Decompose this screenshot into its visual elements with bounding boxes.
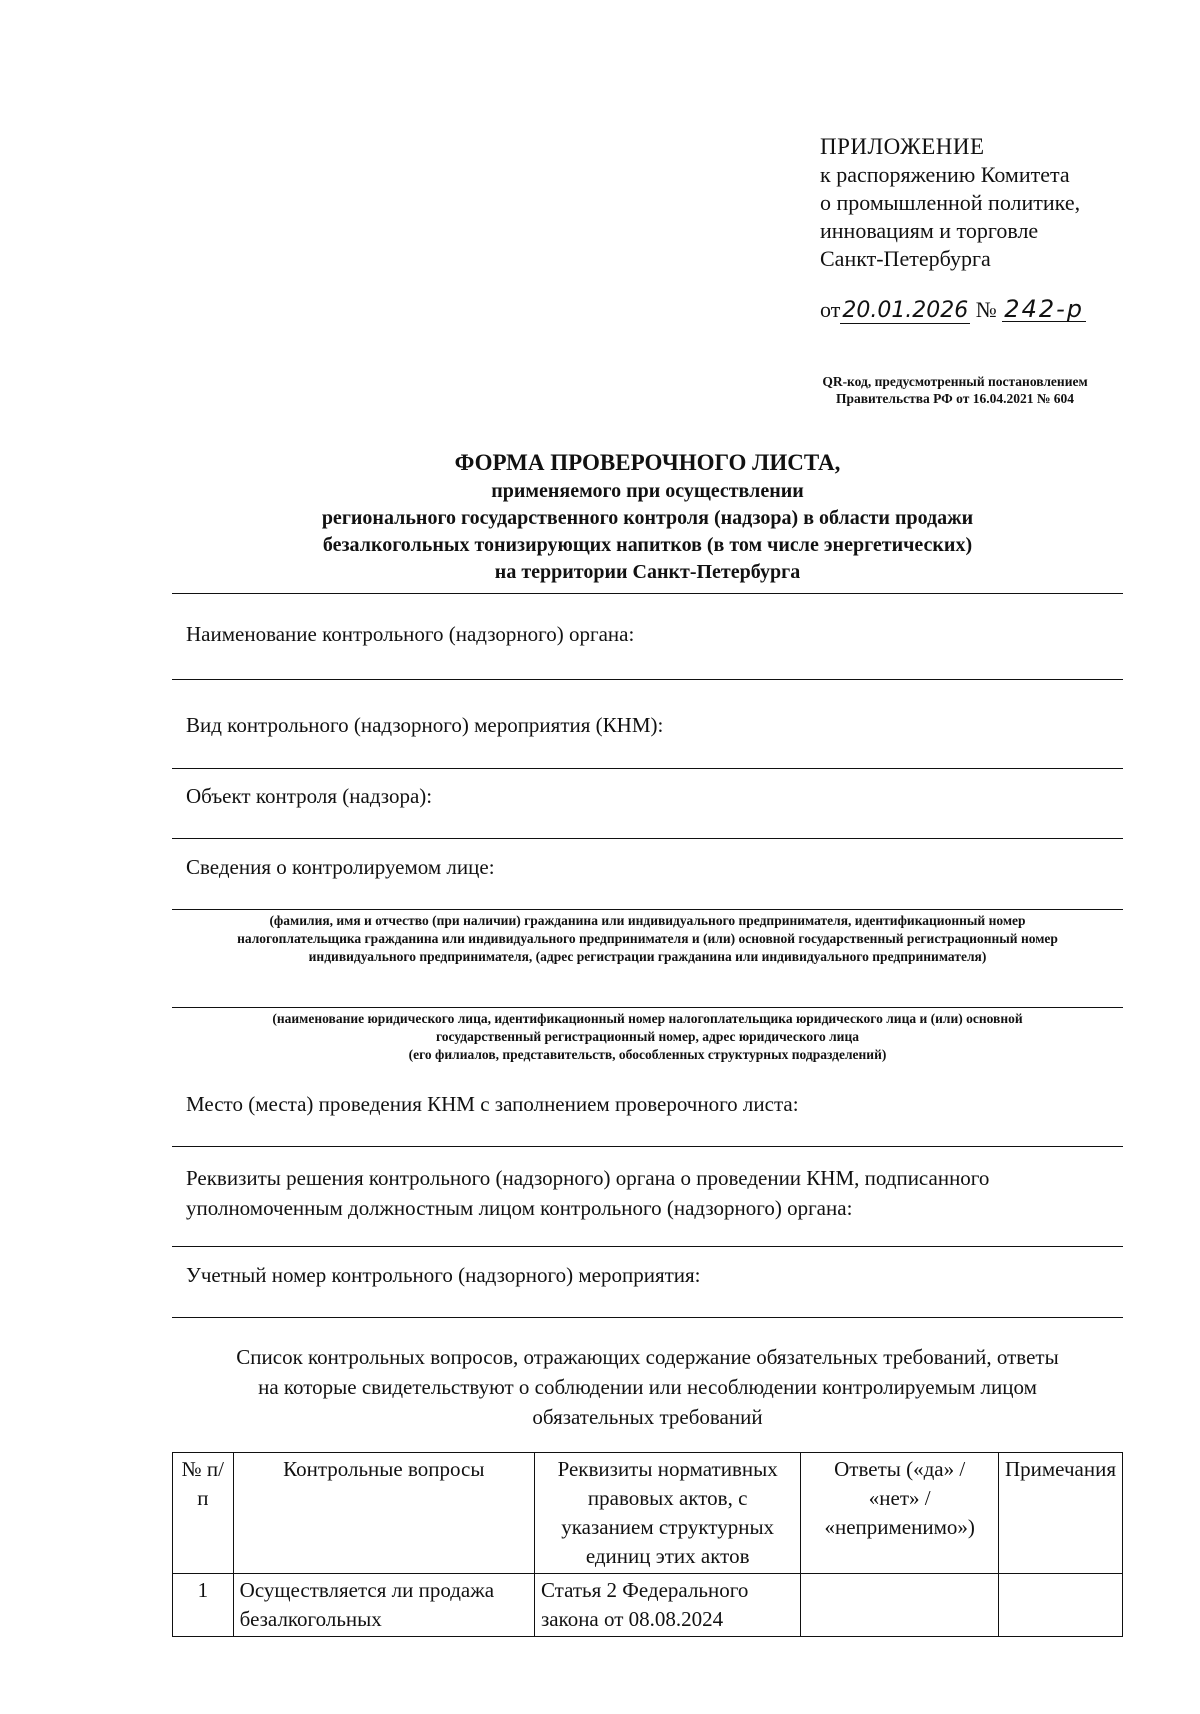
- record-number-label: Учетный номер контрольного (надзорного) мероприятия:: [186, 1263, 701, 1287]
- note-line: налогоплательщика гражданина или индивидуального предпринимателя и (или) основной государственный регистрационный номер: [237, 931, 1058, 946]
- form-title-line: безалкогольных тонизирующих напитков (в том числе энергетических): [322, 534, 973, 556]
- individual-note: [172, 912, 1123, 966]
- organ-field-line[interactable]: [172, 679, 1123, 680]
- object-field-line[interactable]: [172, 838, 1123, 839]
- handwritten-date: 20.01.2026: [842, 298, 969, 323]
- form-title-line: применяемого при осуществлении: [491, 480, 804, 502]
- decision-field-line[interactable]: [172, 1246, 1123, 1247]
- form-title-main: ФОРМА ПРОВЕРОЧНОГО ЛИСТА,: [454, 450, 841, 475]
- order-date-number: [820, 297, 1086, 324]
- person-legal-field-line[interactable]: [172, 1007, 1123, 1008]
- note-line: (фамилия, имя и отчество (при наличии) гражданина или индивидуального предпринимателя, идентификационный номер: [269, 913, 1026, 928]
- number-prefix: №: [975, 297, 997, 322]
- place-field-line[interactable]: [172, 1146, 1123, 1147]
- row-answer-cell[interactable]: [801, 1574, 999, 1637]
- table-row: [173, 1574, 1123, 1637]
- intro-line: на которые свидетельствуют о соблюдении или несоблюдении контролируемым лицом: [258, 1375, 1037, 1399]
- note-line: (его филиалов, представительств, обособленных структурных подразделений): [408, 1047, 887, 1062]
- record-number-field-line[interactable]: [172, 1317, 1123, 1318]
- col-header-question: Контрольные вопросы: [233, 1453, 534, 1574]
- qr-code-note: [790, 373, 1120, 407]
- row-note-cell[interactable]: [998, 1574, 1122, 1637]
- note-line: (наименование юридического лица, идентификационный номер налогоплательщика юридического лица и (или) основной: [272, 1011, 1023, 1026]
- organ-label: Наименование контрольного (надзорного) органа:: [186, 622, 635, 646]
- appendix-line: к распоряжению Комитета: [820, 162, 1070, 187]
- col-header-notes: Примечания: [998, 1453, 1122, 1574]
- appendix-title: ПРИЛОЖЕНИЕ: [820, 134, 985, 159]
- note-line: государственный регистрационный номер, адрес юридического лица: [436, 1029, 859, 1044]
- place-label: Место (места) проведения КНМ с заполнением проверочного листа:: [186, 1092, 799, 1116]
- qr-note-line: Правительства РФ от 16.04.2021 № 604: [835, 391, 1075, 406]
- col-header-answers: Ответы («да» / «нет» / «неприменимо»): [801, 1453, 999, 1574]
- table-header-row: [173, 1453, 1123, 1574]
- appendix-line: о промышленной политике,: [820, 190, 1081, 215]
- row-requisites: Статья 2 Федерального закона от 08.08.2024: [534, 1574, 800, 1637]
- appendix-line: инновациям и торговле: [820, 218, 1039, 243]
- legal-entity-note: [172, 1010, 1123, 1064]
- row-question: Осуществляется ли продажа безалкогольных: [233, 1574, 534, 1637]
- checklist-table: [172, 1452, 1123, 1637]
- row-num: 1: [173, 1574, 234, 1637]
- person-individual-field-line[interactable]: [172, 909, 1123, 910]
- qr-note-line: QR-код, предусмотренный постановлением: [822, 374, 1088, 389]
- appendix-line: Санкт-Петербурга: [820, 246, 991, 271]
- note-line: индивидуального предпринимателя, (адрес регистрации гражданина или индивидуального предпринимателя): [308, 949, 987, 964]
- intro-line: Список контрольных вопросов, отражающих содержание обязательных требований, ответы: [236, 1345, 1059, 1369]
- event-type-label: Вид контрольного (надзорного) мероприятия (КНМ):: [186, 713, 664, 737]
- form-title-line: регионального государственного контроля (надзора) в области продажи: [321, 507, 974, 529]
- handwritten-number: 242-р: [1004, 295, 1084, 323]
- decision-label: Реквизиты решения контрольного (надзорного) органа о проведении КНМ, подписанного уполномоченным должностным лицом контрольного (надзорного) органа:: [186, 1166, 990, 1220]
- col-header-requisites: Реквизиты нормативных правовых актов, с указанием структурных единиц этих актов: [534, 1453, 800, 1574]
- checklist-intro: [172, 1342, 1123, 1432]
- event-type-field-line[interactable]: [172, 768, 1123, 769]
- col-header-num: № п/п: [173, 1453, 234, 1574]
- date-prefix: от: [820, 297, 841, 322]
- form-title: [170, 448, 1125, 586]
- intro-line: обязательных требований: [532, 1405, 763, 1429]
- object-label: Объект контроля (надзора):: [186, 784, 433, 808]
- title-underline: [172, 593, 1123, 594]
- form-title-line: на территории Санкт-Петербурга: [494, 561, 801, 583]
- appendix-block: [820, 133, 1080, 273]
- person-label: Сведения о контролируемом лице:: [186, 855, 495, 879]
